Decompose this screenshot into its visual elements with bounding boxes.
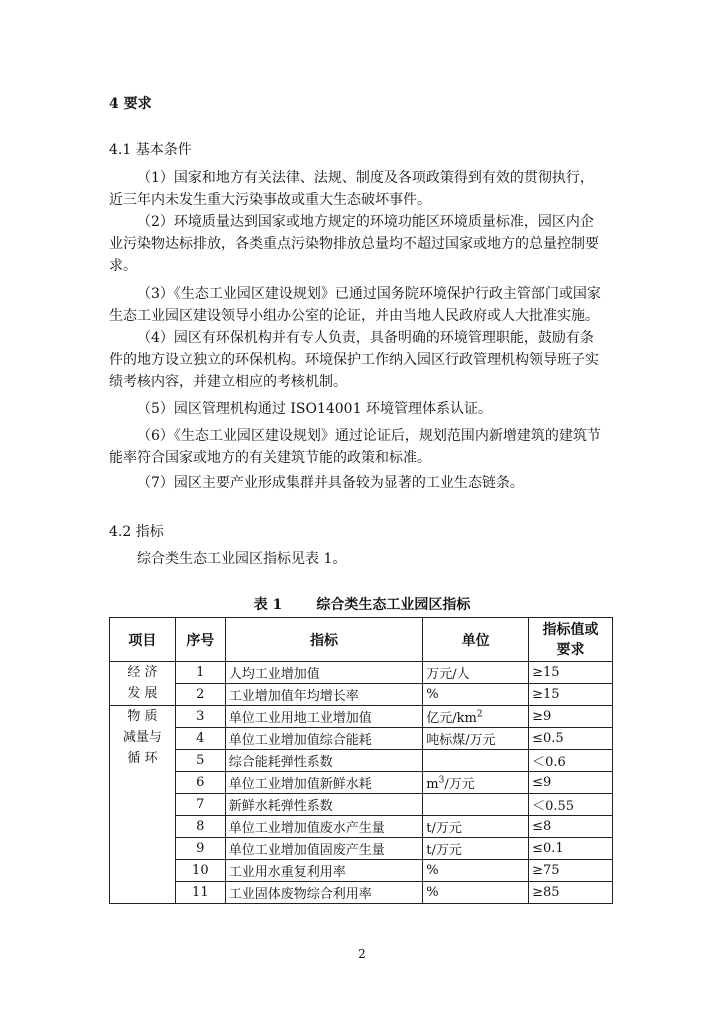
- row-number: 3: [175, 706, 225, 728]
- row-target-value: ＜0.55: [529, 794, 613, 816]
- para-3-line-2: 生态工业园区建设领导小组办公室的论证，并由当地人民政府或人大批准实施。: [109, 308, 599, 324]
- table-header-row: [110, 618, 613, 662]
- table-intro: 综合类生态工业园区指标见表 1。: [137, 551, 347, 567]
- table-row: [110, 684, 613, 706]
- header-number: 序号: [175, 618, 225, 662]
- category-line: 发 展: [127, 686, 158, 701]
- para-2-line-3: 求。: [109, 258, 137, 274]
- para-4-line-1: （4）园区有环保机构并有专人负责，具备明确的环境管理职能，鼓励有条: [137, 330, 594, 346]
- table-row: [110, 860, 613, 882]
- indicator-table: [109, 617, 613, 904]
- row-target-value: ≤9: [529, 772, 613, 794]
- row-number: 8: [175, 816, 225, 838]
- row-indicator: 单位工业用地工业增加值: [225, 706, 422, 728]
- row-number: 5: [175, 750, 225, 772]
- row-unit: [423, 838, 529, 860]
- row-unit: [423, 882, 529, 904]
- row-indicator: 新鲜水耗弹性系数: [225, 794, 422, 816]
- row-target-value: ≤0.1: [529, 838, 613, 860]
- row-number: 9: [175, 838, 225, 860]
- table-row: [110, 794, 613, 816]
- category-economic-development: [110, 662, 176, 706]
- table-row: [110, 706, 613, 728]
- header-target: [529, 618, 613, 662]
- unit-superscript: 2: [476, 709, 483, 720]
- row-indicator: 工业用水重复利用率: [225, 860, 422, 882]
- row-number: 2: [175, 684, 225, 706]
- para-2-line-1: （2）环境质量达到国家或地方规定的环境功能区环境质量标准，园区内企: [137, 214, 594, 230]
- row-number: 10: [175, 860, 225, 882]
- para-1-line-2: 近三年内未发生重大污染事故或重大生态破坏事件。: [109, 192, 431, 208]
- row-indicator: 单位工业增加值废水产生量: [225, 816, 422, 838]
- header-unit: 单位: [423, 618, 529, 662]
- row-indicator: 工业固体废物综合利用率: [225, 882, 422, 904]
- unit-superscript: 3: [438, 775, 445, 786]
- row-target-value: ≥85: [529, 882, 613, 904]
- row-target-value: ≥15: [529, 684, 613, 706]
- row-unit: [423, 662, 529, 684]
- category-line: 循 环: [127, 751, 158, 766]
- unit-text: %: [426, 687, 439, 702]
- row-number: 4: [175, 728, 225, 750]
- row-indicator: 单位工业增加值固废产生量: [225, 838, 422, 860]
- row-indicator: 综合能耗弹性系数: [225, 750, 422, 772]
- para-1-line-1: （1）国家和地方有关法律、法规、制度及各项政策得到有效的贯彻执行，: [137, 170, 594, 186]
- row-unit: [423, 728, 529, 750]
- table-row: [110, 728, 613, 750]
- section-title: 4 要求: [109, 96, 152, 112]
- category-line: 经 济: [127, 665, 158, 680]
- row-unit: [423, 794, 529, 816]
- category-line: 减量与: [122, 730, 162, 745]
- row-number: 7: [175, 794, 225, 816]
- row-indicator: 单位工业增加值综合能耗: [225, 728, 422, 750]
- unit-suffix: /万元: [444, 777, 475, 792]
- row-target-value: ≤0.5: [529, 728, 613, 750]
- table-row: [110, 662, 613, 684]
- table-row: [110, 882, 613, 904]
- header-target-line-2: 要求: [556, 641, 585, 658]
- row-target-value: ≤8: [529, 816, 613, 838]
- para-6-line-2: 能率符合国家或地方的有关建筑节能的政策和标准。: [109, 450, 431, 466]
- para-4-line-2: 件的地方设立独立的环保机构。环境保护工作纳入园区行政管理机构领导班子实: [109, 352, 599, 368]
- row-target-value: ≥9: [529, 706, 613, 728]
- row-number: 6: [175, 772, 225, 794]
- header-target-line-1: 指标值或: [542, 621, 599, 638]
- table-row: [110, 772, 613, 794]
- row-unit: [423, 706, 529, 728]
- row-indicator: 工业增加值年均增长率: [225, 684, 422, 706]
- row-target-value: ≥75: [529, 860, 613, 882]
- unit-text: t/万元: [426, 843, 462, 858]
- row-number: 11: [175, 882, 225, 904]
- para-7: （7）园区主要产业形成集群并具备较为显著的工业生态链条。: [137, 475, 524, 491]
- table-row: [110, 750, 613, 772]
- para-2-line-2: 业污染物达标排放，各类重点污染物排放总量均不超过国家或地方的总量控制要: [109, 236, 599, 252]
- row-indicator: 人均工业增加值: [225, 662, 422, 684]
- header-category: 项目: [110, 618, 176, 662]
- row-target-value: ＜0.6: [529, 750, 613, 772]
- category-material-reduction: [110, 706, 176, 904]
- page-number: 2: [358, 947, 366, 961]
- unit-text: 万元/人: [426, 667, 470, 682]
- para-5: （5）园区管理机构通过 ISO14001 环境管理体系认证。: [137, 401, 492, 417]
- row-indicator: 单位工业增加值新鲜水耗: [225, 772, 422, 794]
- row-unit: [423, 684, 529, 706]
- para-3-line-1: （3）《生态工业园区建设规划》已通过国务院环境保护行政主管部门或国家: [137, 286, 601, 302]
- row-unit: [423, 772, 529, 794]
- row-unit: [423, 816, 529, 838]
- header-indicator: 指标: [225, 618, 422, 662]
- row-unit: [423, 860, 529, 882]
- unit-text: %: [426, 863, 439, 878]
- unit-text: 吨标煤/万元: [426, 733, 496, 748]
- para-4-line-3: 绩考核内容，并建立相应的考核机制。: [109, 374, 347, 390]
- heading-4-2: 4.2 指标: [109, 524, 164, 540]
- table-row: [110, 838, 613, 860]
- row-unit: [423, 750, 529, 772]
- category-line: 物 质: [127, 709, 158, 724]
- unit-text: %: [426, 885, 439, 900]
- unit-text: t/万元: [426, 821, 462, 836]
- para-6-line-1: （6）《生态工业园区建设规划》通过论证后，规划范围内新增建筑的建筑节: [137, 428, 601, 444]
- table-caption: 表 1 综合类生态工业园区指标: [253, 597, 471, 613]
- unit-text: m: [426, 777, 439, 792]
- unit-text: 亿元/km: [426, 711, 477, 726]
- row-number: 1: [175, 662, 225, 684]
- row-target-value: ≥15: [529, 662, 613, 684]
- heading-4-1: 4.1 基本条件: [109, 142, 192, 158]
- table-row: [110, 816, 613, 838]
